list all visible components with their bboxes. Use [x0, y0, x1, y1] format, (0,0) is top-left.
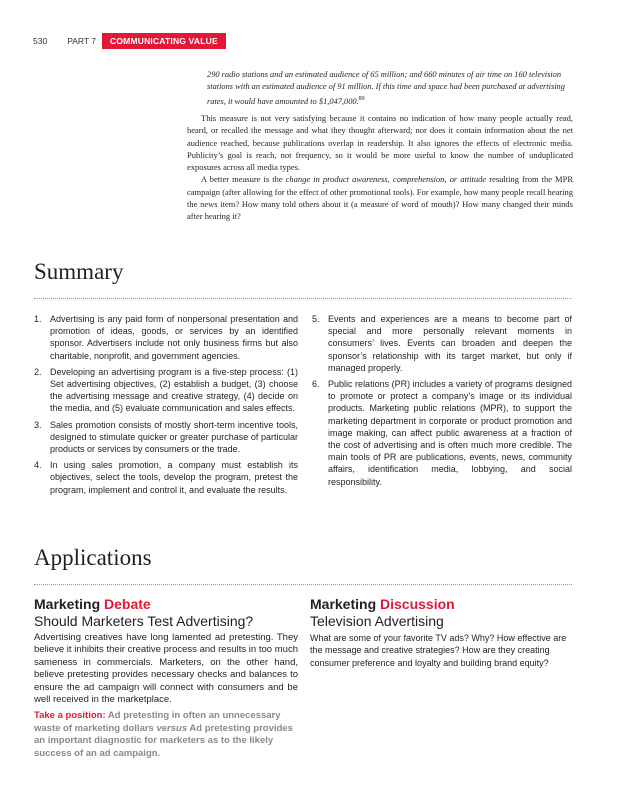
debate-text: Advertising creatives have long lamented ad pretesting. They believe it inhibits their creative process and results in too much sameness in commercials. Marketers, on the other hand, believe pretesting provides necessary checks and balances to ensure the ad campaign will connect with consumers and be well received in the marketplace.: [34, 632, 298, 706]
footnote-marker: 89: [358, 96, 365, 103]
list-item: [34, 419, 298, 456]
discussion-heading-accent: Discussion: [380, 596, 455, 612]
applications-divider: [34, 584, 572, 585]
paragraph-2: [187, 173, 573, 222]
debate-heading-prefix: Marketing: [34, 596, 105, 612]
page-number: 530: [33, 36, 48, 46]
item-number: 1.: [34, 314, 42, 324]
marketing-discussion: [310, 596, 572, 669]
running-header: [33, 33, 226, 49]
debate-heading: [34, 596, 298, 613]
list-item: [312, 378, 572, 488]
item-text: Developing an advertising program is a five-step process: (1) Set advertising objectives, (2) establish a budget, (3) choose the advertising message and creative strategy, (4) decide on the media, and (5) evaluate communication and sales effects.: [50, 366, 298, 414]
position-versus: versus: [156, 722, 188, 734]
summary-list-right: [312, 313, 572, 488]
list-item: [34, 366, 298, 415]
item-text: Advertising is any paid form of nonpersonal presentation and promotion of ideas, goods, or services by an identified sponsor. Advertisers include not only business firms but also charitable, nonprofit, and government agencies.: [50, 314, 298, 361]
discussion-text: What are some of your favorite TV ads? Why? How effective are the message and creative strategies? How are they creating consumer preference and loyalty and building brand equity?: [310, 633, 567, 668]
item-text: Public relations (PR) includes a variety of programs designed to promote or protect a company’s image or its individual products. Marketing public relations (MPR), to support the marketing department in corporate or product promotion and image making, can affect public awareness at a fraction of the cost of advertising and is often much more credible. The main tools of PR are publications, events, news, community affairs, identification media, lobbying, and social responsibility.: [328, 379, 572, 487]
item-number: 5.: [312, 314, 320, 324]
position-label: Take a position:: [34, 710, 106, 722]
quote-text: 290 radio stations and an estimated audience of 65 million; and 660 minutes of air time on 160 television stations with an estimated audience of 91 million. If this time and space had been purchased at advertising rates, it would have amounted to $1,047,000.: [207, 70, 565, 107]
item-number: 2.: [34, 366, 42, 377]
summary-left-column: [34, 313, 298, 500]
body-text: [187, 112, 573, 223]
discussion-subtitle: Television Advertising: [310, 613, 444, 629]
item-number: 4.: [34, 460, 42, 471]
summary-divider: [34, 298, 572, 299]
item-text: Sales promotion consists of mostly short-term incentive tools, designed to stimulate quicker or greater purchase of particular products or services by consumers or the trade.: [50, 419, 298, 455]
item-number: 6.: [312, 379, 320, 390]
marketing-debate: [34, 596, 298, 760]
summary-title: Summary: [34, 259, 124, 284]
extract-quote: [207, 69, 567, 108]
list-item: [34, 313, 298, 362]
discussion-heading-prefix: Marketing: [310, 596, 381, 612]
applications-title: Applications: [34, 545, 152, 570]
paragraph-2-emphasis: change in product awareness, comprehension, or attitude: [285, 174, 487, 185]
item-number: 3.: [34, 419, 42, 430]
paragraph-2-end: resulting from the MPR campaign (after allowing for the effect of other promotional tools). For example, how many people recall hearing the news item? How many told others about it (a measure of word of mouth)? How many changed their minds after hearing it?: [187, 174, 573, 222]
extract-quote-text: [207, 69, 567, 108]
item-text: Events and experiences are a means to become part of special and more personally relevant moments in consumers’ lives. Events can broaden and deepen the sponsor’s relationship with its target market, but only if managed properly.: [328, 314, 572, 373]
debate-heading-accent: Debate: [104, 596, 151, 612]
item-text: In using sales promotion, a company must establish its objectives, select the tools, develop the program, pretest the program, implement and control it, and evaluate the results.: [50, 460, 298, 495]
summary-right-column: [312, 313, 572, 492]
position-end: Ad pretesting provides an important diagnostic for marketers as to the likely success of an ad campaign.: [34, 722, 293, 759]
discussion-heading: [310, 596, 572, 613]
summary-list-left: [34, 313, 298, 496]
paragraph-1: This measure is not very satisfying because it contains no indication of how many people actually read, heard, or recalled the message and what they thought afterward; nor does it contain information about the net audience reached, because publications overlap in readership. It also ignores the effects of electronic media. Publicity’s goal is reach, not frequency, so it would be more useful to know the number of unduplicated exposures across all media types.: [187, 113, 573, 173]
part-label: PART 7: [67, 36, 97, 46]
paragraph-2-start: A better measure is the: [201, 174, 286, 185]
list-item: [34, 459, 298, 496]
section-tag: COMMUNICATING VALUE: [102, 33, 226, 49]
take-a-position: [34, 710, 298, 760]
list-item: [312, 313, 572, 374]
debate-subtitle: Should Marketers Test Advertising?: [34, 613, 254, 629]
position-text: Ad pretesting in often an unnecessary waste of marketing dollars: [34, 710, 281, 734]
